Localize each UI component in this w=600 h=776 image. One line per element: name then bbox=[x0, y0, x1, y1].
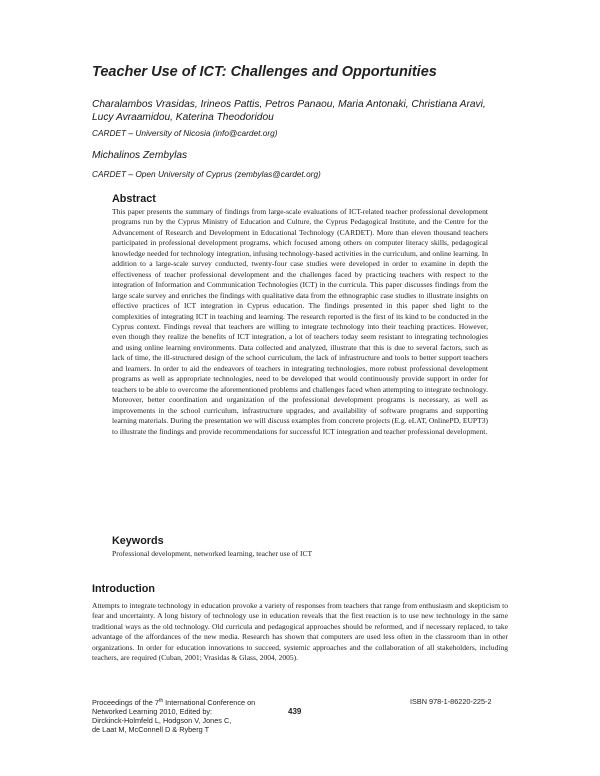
introduction-heading: Introduction bbox=[92, 583, 155, 595]
introduction-text: Attempts to integrate technology in education provoke a variety of responses from teachers that range from enthusiasm and skepticism to fear and uncertainty. A long history of technology use in education reveals that the first reaction is to use new technology in the same traditional ways as the old technology. Old curricula and pedagogical approaches should be reformed, and if necessary replaced, to take advantage of the affordances of the new media. Research has shown that computers are used less often in the classroom than in other organizations. In order for education innovations to succeed, systemic approaches and the collaboration of all stakeholders, including teachers, are required (Cuban, 2001; Vrasidas & Glass, 2004, 2005). bbox=[92, 601, 508, 663]
keywords-text: Professional development, networked learning, teacher use of ICT bbox=[112, 549, 313, 558]
paper-title: Teacher Use of ICT: Challenges and Opportunities bbox=[92, 64, 437, 80]
isbn: ISBN 978-1-86220-225-2 bbox=[410, 697, 492, 706]
abstract-heading: Abstract bbox=[112, 193, 156, 205]
citation-line-2: Networked Learning 2010, Edited by: bbox=[92, 707, 213, 716]
affiliation-primary: CARDET – University of Nicosia (info@cardet.org) bbox=[92, 128, 278, 138]
abstract-text: This paper presents the summary of findings from large-scale evaluations of ICT-related teacher professional development programs run by the Cyprus Ministry of Education and Culture, the Cyprus Pedagogical Institute, and the Centre for the Advancement of Research and Development in Educational Technology (CARDET). More than eleven thousand teachers participated in professional development programs, which focused among others on computer literacy skills, pedagogical knowledge needed for technology integration, infusing technology-based activities in the curriculum, and online learning. In addition to a large-scale survey conducted, twenty-four case studies were developed in order to examine in depth the effectiveness of teacher professional development and the challenges faced by practicing teachers with respect to the integration of Information and Communication Technologies (ICT) in the curricula. This paper discusses findings from the large scale survey and enriches the findings with qualitative data from the ethnographic case studies to illustrate insights on effective practices of ICT integration in Cyprus education. The findings presented in this paper shed light to the complexities of integrating ICT in teaching and learning. The research reported is the first of its kind to be conducted in the Cyprus context. Findings reveal that teachers are willing to integrate technology into their teaching practices. However, even though they realize the benefits of ICT integration, a lot of teachers today seem resistant to integrating technologies and using online learning environments. Data collected and analyzed, illustrate that this is due to several factors, such as lack of time, the ill-structured design of the school curriculum, the lack of infrastructure and tools to better support teachers and learners. In order to aid the endeavors of teachers in integrating technologies, more robust professional development programs as well as appropriate technologies, need to be developed that would continuously provide support in order for teachers to be able to overcome the aforementioned problems and challenges faced when attempting to integrate technology. Moreover, better coordination and organization of the professional development programs is necessary, as well as improvements in the school curriculum, infrastructure upgrades, and availability of software programs and supporting learning materials. During the presentation we will discuss examples from concrete projects (E.g. eLAT, OnlinePD, EUPT3) to illustrate the findings and provide recommendations for successful ICT integration and teacher professional development. bbox=[112, 207, 488, 436]
citation-line-1: Proceedings of the 7th International Conference on bbox=[92, 698, 256, 707]
citation-line-3: Dirckinck-Holmfeld L, Hodgson V, Jones C, bbox=[92, 716, 232, 725]
keywords-heading: Keywords bbox=[112, 535, 164, 547]
author-list: Charalambos Vrasidas, Irineos Pattis, Petros Panaou, Maria Antonaki, Christiana Aravi, Lucy Avraamidou, Katerina Theodoridou bbox=[92, 99, 486, 123]
affiliation-secondary: CARDET – Open University of Cyprus (zembylas@cardet.org) bbox=[92, 169, 321, 179]
author-secondary: Michalinos Zembylas bbox=[92, 150, 188, 161]
page-number: 439 bbox=[288, 707, 302, 716]
citation-line-4: de Laat M, McConnell D & Ryberg T bbox=[92, 725, 210, 734]
proceedings-citation bbox=[92, 697, 292, 734]
